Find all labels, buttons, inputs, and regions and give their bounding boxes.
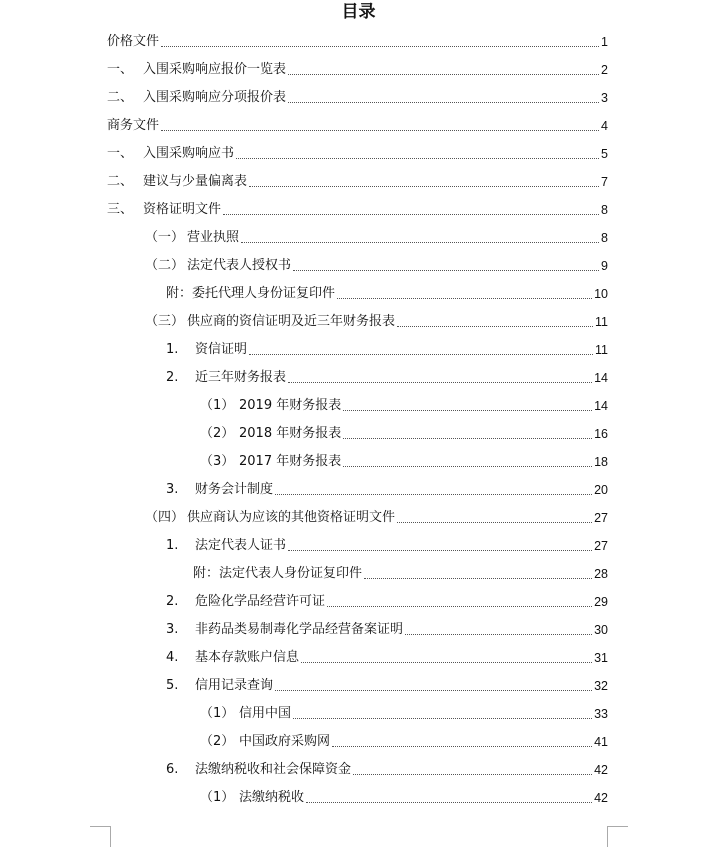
toc-entry[interactable]	[166, 618, 608, 638]
toc-dot-leader	[161, 46, 599, 47]
toc-entry-text: 中国政府采购网	[239, 733, 331, 749]
toc-dot-leader	[397, 326, 593, 327]
toc-entry[interactable]	[107, 114, 608, 134]
toc-entry-text: 危险化学品经营许可证	[195, 593, 326, 609]
toc-entry-number: 3.	[166, 621, 179, 637]
toc-entry-text: 营业执照	[187, 229, 240, 245]
toc-page-number: 16	[594, 426, 608, 441]
toc-page-number: 14	[594, 370, 608, 385]
toc-entry[interactable]	[107, 170, 608, 190]
toc-dot-leader	[288, 102, 599, 103]
toc-entry-text: 入围采购响应报价一览表	[143, 61, 287, 77]
toc-entry-label	[166, 286, 335, 302]
toc-page-number: 4	[601, 118, 608, 133]
toc-entry-number: 三、	[107, 201, 134, 217]
toc-page-number: 5	[601, 146, 608, 161]
toc-entry-number: （四）	[145, 509, 185, 525]
toc-entry[interactable]	[200, 394, 608, 414]
toc-dot-leader	[161, 130, 599, 131]
toc-page-number: 10	[594, 286, 608, 301]
toc-entry[interactable]	[166, 758, 608, 778]
toc-dot-leader	[343, 410, 592, 411]
toc-entry[interactable]	[166, 366, 608, 386]
toc-entry-label	[166, 594, 325, 610]
toc-page-number: 14	[594, 398, 608, 413]
toc-entry-number: （2）	[200, 425, 235, 441]
toc-entry-text: 2018 年财务报表	[239, 425, 342, 441]
toc-entry[interactable]	[166, 478, 608, 498]
toc-entry[interactable]	[166, 646, 608, 666]
toc-entry-label	[145, 258, 291, 274]
toc-page-number: 7	[601, 174, 608, 189]
toc-entry-number: 一、	[107, 61, 134, 77]
toc-entry-number: 3.	[166, 481, 179, 497]
toc-entry[interactable]	[166, 590, 608, 610]
toc-entry[interactable]	[200, 422, 608, 442]
toc-page-number: 20	[594, 482, 608, 497]
toc-entry[interactable]	[166, 674, 608, 694]
toc-dot-leader	[364, 578, 592, 579]
toc-entry-label	[166, 342, 247, 358]
toc-dot-leader	[332, 746, 592, 747]
toc-entry-number: 4.	[166, 649, 179, 665]
toc-entry-text: 供应商认为应该的其他资格证明文件	[187, 509, 396, 525]
toc-page-number: 42	[594, 790, 608, 805]
toc-entry-label	[193, 566, 362, 582]
toc-entry-number: 二、	[107, 173, 134, 189]
toc-entry-label	[107, 202, 221, 218]
toc-entry-text: 建议与少量偏离表	[143, 173, 248, 189]
toc-entry[interactable]	[145, 226, 608, 246]
toc-entry-label	[200, 706, 291, 722]
toc-page-number: 3	[601, 90, 608, 105]
toc-entry-text: 供应商的资信证明及近三年财务报表	[187, 313, 396, 329]
toc-page-number: 31	[594, 650, 608, 665]
toc-entry-label	[166, 622, 403, 638]
toc-entry-number: （三）	[145, 313, 185, 329]
toc-entry-label	[107, 62, 286, 78]
toc-entry[interactable]	[145, 506, 608, 526]
toc-entry-label	[107, 146, 234, 162]
toc-entry-text: 非药品类易制毒化学品经营备案证明	[195, 621, 404, 637]
toc-entry-label	[145, 230, 239, 246]
toc-entry-text: 2019 年财务报表	[239, 397, 342, 413]
toc-entry-label	[166, 678, 273, 694]
toc-title: 目录	[341, 2, 376, 22]
toc-dot-leader	[288, 382, 592, 383]
toc-entry-number: （一）	[145, 229, 185, 245]
toc-entry-label	[166, 538, 286, 554]
toc-entry[interactable]	[200, 730, 608, 750]
toc-entry-label	[107, 90, 286, 106]
toc-entry[interactable]	[193, 562, 608, 582]
toc-entry-text: 近三年财务报表	[195, 369, 287, 385]
toc-entry-number: （1）	[200, 397, 235, 413]
toc-page-number: 32	[594, 678, 608, 693]
toc-dot-leader	[293, 718, 592, 719]
toc-entry-label	[145, 314, 395, 330]
toc-dot-leader	[288, 74, 599, 75]
toc-entry-label	[200, 790, 304, 806]
toc-page-number: 8	[601, 202, 608, 217]
toc-entry-text: 入围采购响应书	[143, 145, 235, 161]
toc-entry[interactable]	[200, 450, 608, 470]
toc-dot-leader	[343, 466, 592, 467]
toc-entry-number: （1）	[200, 705, 235, 721]
toc-entry-number: 1.	[166, 341, 179, 357]
toc-entry-text: 法缴纳税收和社会保障资金	[195, 761, 352, 777]
toc-dot-leader	[306, 802, 592, 803]
toc-entry-label	[200, 734, 330, 750]
toc-entry[interactable]	[107, 198, 608, 218]
toc-dot-leader	[288, 550, 592, 551]
toc-entry-number: （2）	[200, 733, 235, 749]
toc-page-number: 11	[595, 342, 608, 357]
toc-page-number: 18	[594, 454, 608, 469]
toc-dot-leader	[337, 298, 592, 299]
toc-entry[interactable]	[107, 58, 608, 78]
toc-entry-label	[200, 398, 341, 414]
toc-entry-number: 一、	[107, 145, 134, 161]
toc-entry-text: 资信证明	[195, 341, 248, 357]
toc-entry-label	[200, 426, 341, 442]
toc-entry-number: （二）	[145, 257, 185, 273]
toc-dot-leader	[397, 522, 592, 523]
toc-entry[interactable]	[166, 534, 608, 554]
toc-entry-text: 资格证明文件	[143, 201, 222, 217]
page-corner-mark-left	[90, 826, 111, 847]
toc-entry-number: 二、	[107, 89, 134, 105]
toc-entry-number: 5.	[166, 677, 179, 693]
toc-entry-text: 信用记录查询	[195, 677, 274, 693]
toc-dot-leader	[353, 774, 592, 775]
toc-entry-text: 附：委托代理人身份证复印件	[166, 285, 336, 301]
toc-entry-label	[166, 650, 299, 666]
toc-entry[interactable]	[107, 142, 608, 162]
toc-entry[interactable]	[145, 254, 608, 274]
toc-entry-text: 2017 年财务报表	[239, 453, 342, 469]
toc-entry-text: 附：法定代表人身份证复印件	[193, 565, 363, 581]
toc-entry-text: 商务文件	[107, 117, 160, 133]
toc-dot-leader	[223, 214, 599, 215]
toc-page-number: 28	[594, 566, 608, 581]
toc-page-number: 1	[601, 34, 608, 49]
toc-page-number: 8	[601, 230, 608, 245]
toc-entry-number: 6.	[166, 761, 179, 777]
toc-page-number: 27	[594, 510, 608, 525]
toc-entry-text: 基本存款账户信息	[195, 649, 300, 665]
toc-entry[interactable]	[145, 310, 608, 330]
toc-entry-text: 法定代表人证书	[195, 537, 287, 553]
toc-entry-text: 价格文件	[107, 33, 160, 49]
toc-dot-leader	[241, 242, 599, 243]
toc-page-number: 30	[594, 622, 608, 637]
toc-entry-label	[166, 370, 286, 386]
toc-page-number: 41	[594, 734, 608, 749]
toc-page-number: 9	[601, 258, 608, 273]
toc-entry[interactable]	[200, 786, 608, 806]
toc-entry-number: 1.	[166, 537, 179, 553]
toc-entry-label	[107, 34, 159, 50]
toc-entry[interactable]	[166, 338, 608, 358]
toc-entry-text: 财务会计制度	[195, 481, 274, 497]
toc-entry[interactable]	[166, 282, 608, 302]
toc-page-number: 27	[594, 538, 608, 553]
toc-dot-leader	[236, 158, 599, 159]
toc-entry-text: 信用中国	[239, 705, 292, 721]
toc-entry[interactable]	[200, 702, 608, 722]
toc-entry-label	[107, 118, 159, 134]
toc-page-number: 29	[594, 594, 608, 609]
page-corner-mark-right	[607, 826, 628, 847]
toc-page-number: 33	[594, 706, 608, 721]
toc-entry-label	[166, 482, 273, 498]
toc-entry-text: 法定代表人授权书	[187, 257, 292, 273]
toc-entry-number: 2.	[166, 593, 179, 609]
toc-dot-leader	[249, 354, 593, 355]
toc-page-number: 42	[594, 762, 608, 777]
toc-entry[interactable]	[107, 86, 608, 106]
toc-entry-number: （1）	[200, 789, 235, 805]
toc-dot-leader	[275, 690, 592, 691]
toc-entry[interactable]	[107, 30, 608, 50]
toc-entry-label	[200, 454, 341, 470]
toc-entry-text: 入围采购响应分项报价表	[143, 89, 287, 105]
toc-dot-leader	[405, 634, 592, 635]
toc-entry-label	[145, 510, 395, 526]
toc-dot-leader	[301, 662, 592, 663]
toc-dot-leader	[327, 606, 592, 607]
toc-dot-leader	[293, 270, 599, 271]
toc-page-number: 2	[601, 62, 608, 77]
toc-dot-leader	[275, 494, 592, 495]
toc-dot-leader	[249, 186, 599, 187]
toc-dot-leader	[343, 438, 592, 439]
toc-entry-text: 法缴纳税收	[239, 789, 305, 805]
toc-entry-number: （3）	[200, 453, 235, 469]
toc-entry-label	[107, 174, 247, 190]
toc-entry-label	[166, 762, 351, 778]
toc-entry-number: 2.	[166, 369, 179, 385]
toc-page-number: 11	[595, 314, 608, 329]
